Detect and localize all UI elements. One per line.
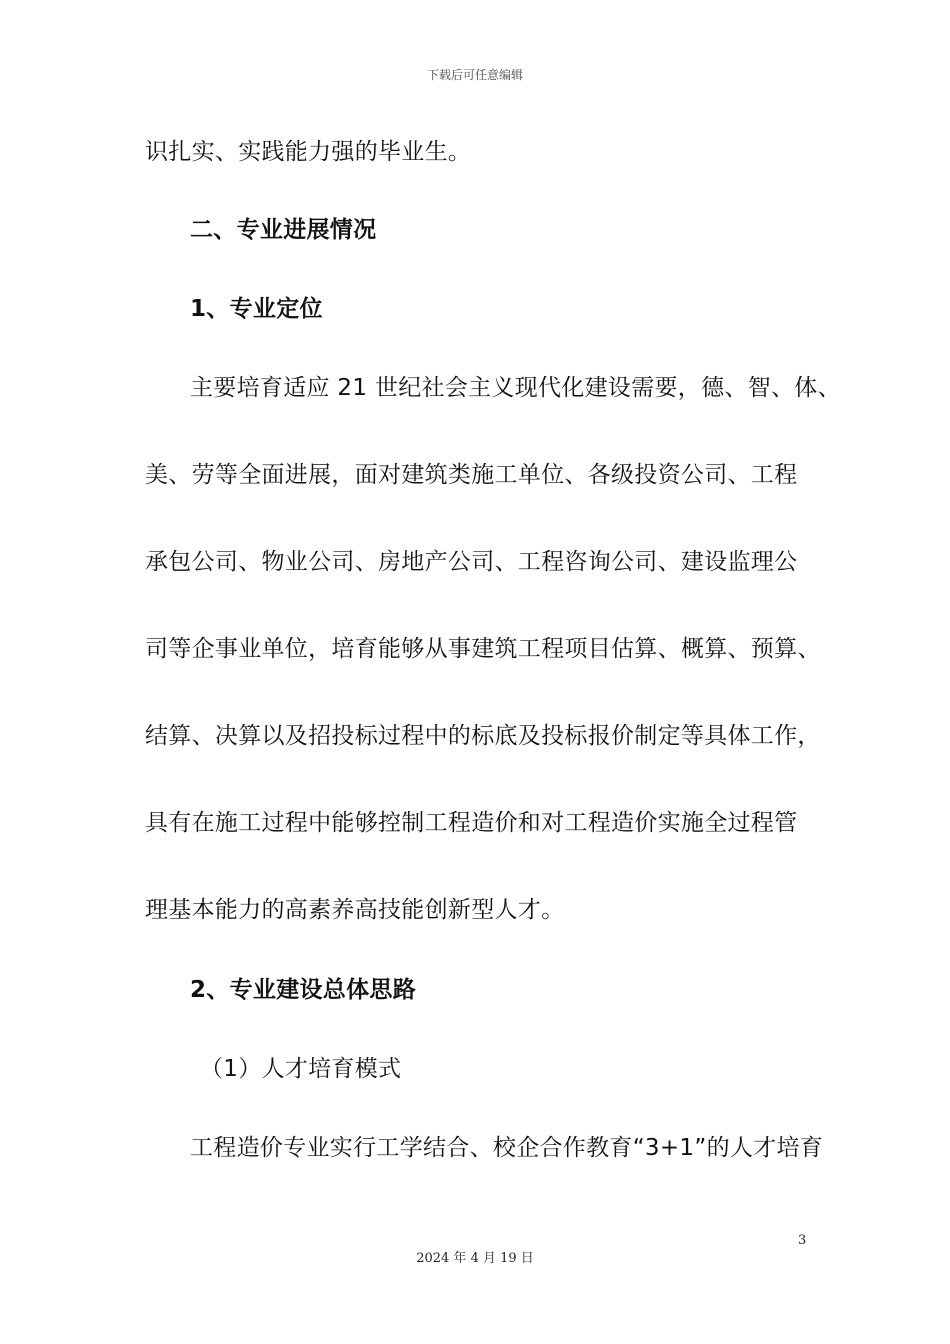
- paragraph-line: 具有在施工过程中能够控制工程造价和对工程造价实施全过程管: [145, 810, 798, 836]
- paragraph-line: 识扎实、实践能力强的毕业生。: [145, 139, 472, 165]
- subsection-heading: 1、专业定位: [190, 296, 323, 322]
- paragraph-line: 主要培育适应 21 世纪社会主义现代化建设需要，德、智、体、: [190, 375, 841, 401]
- paragraph-line: 承包公司、物业公司、房地产公司、工程咨询公司、建设监理公: [145, 549, 798, 575]
- paragraph-line: 司等企事业单位，培育能够从事建筑工程项目估算、概算、预算、: [145, 636, 821, 662]
- sub-subsection-heading: （1）人才培育模式: [200, 1056, 402, 1082]
- page-number: 3: [798, 1233, 807, 1248]
- paragraph-line: 美、劳等全面进展，面对建筑类施工单位、各级投资公司、工程: [145, 462, 798, 488]
- paragraph-line: 理基本能力的高素养高技能创新型人才。: [145, 897, 565, 923]
- footer-date: 2024 年 4 月 19 日: [416, 1251, 534, 1266]
- paragraph-line: 结算、决算以及招投标过程中的标底及投标报价制定等具体工作，: [145, 723, 821, 749]
- paragraph-line: 工程造价专业实行工学结合、校企合作教育“3+1”的人才培育: [190, 1135, 824, 1161]
- subsection-heading: 2、专业建设总体思路: [190, 977, 417, 1003]
- page-header: 下载后可任意编辑: [426, 68, 523, 82]
- section-heading: 二、专业进展情况: [190, 217, 377, 243]
